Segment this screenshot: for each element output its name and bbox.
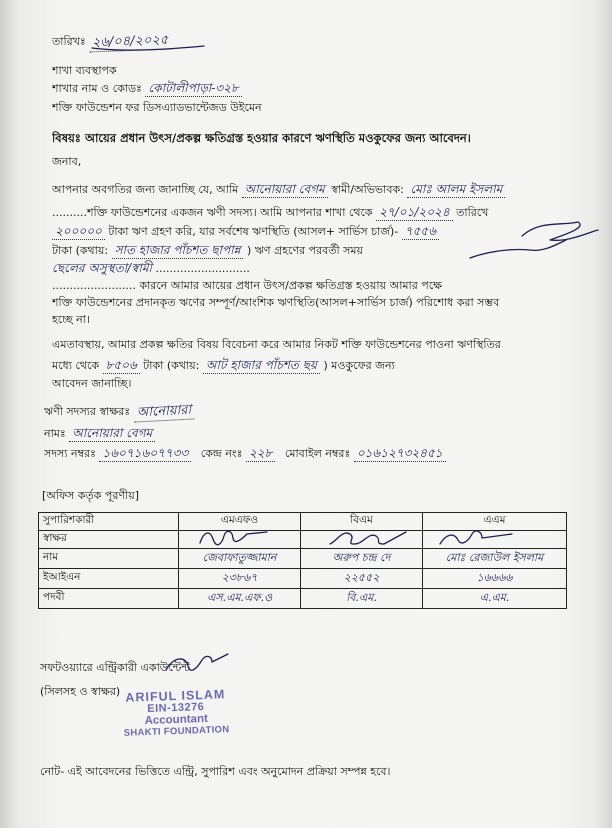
para1-line2 [52,204,604,224]
para1-text: টাকা ঋণ গ্রহণ করি, যার সর্বশেষ ঋণস্থিতি (আসল+ সার্ভিস চার্জ)- [108,225,399,238]
table-header: এমএফও [179,513,301,531]
table-cell: জেবাফাতুজ্জামান [202,551,277,564]
para1-text: টাকা (কথায়: [52,244,109,257]
organization-name: শক্তি ফাউন্ডেশন ফর ডিসএ্যাডভান্টেজড উইমেন [52,101,262,114]
table-cell: ২২৫৫২ [343,571,380,584]
waiver-amount: ৮৫০৬ [103,357,140,374]
date-label: তারিখঃ [52,35,86,48]
para1-line8 [52,312,604,332]
para2-text: আবেদন জানাচ্ছি। [52,377,132,390]
stamp-org: SHAKTI FOUNDATION [123,724,230,739]
stamp-role: Accountant [144,712,209,728]
member-name: আনোয়ারা বেগম [69,425,155,442]
row-label: নাম [39,549,179,569]
table-row [39,549,567,569]
table-cell: অরুপ চন্দ্র দে [332,551,391,564]
office-section-label-line [42,488,604,508]
member-number-label: সদস্য নম্বরঃ [44,447,96,460]
para1-line5 [52,260,604,280]
table-row [39,589,567,609]
para1-text: আপনার অবগতির জন্য জানাচ্ছি যে, আমি [52,183,239,196]
para1-text: ) ঋণ গ্রহণের পরবর্তী সময় [246,244,364,257]
para1-text: তারিখে [456,206,489,219]
guardian-label: স্বামী/অভিভাবক: [331,183,404,196]
table-cell: মোঃ রেজাউল ইসলাম [445,551,544,564]
para2-text: ) মওকুফের জন্য [323,359,395,372]
table-header: এএম [423,513,567,531]
mobile-number: ০১৬১২৭৩২৪৫১ [354,445,446,462]
member-id-line [44,445,604,465]
blank-dots: ........................ [52,279,136,292]
center-number: ২২৮ [246,445,275,462]
guardian-name: মোঃ আলম ইসলাম [407,181,505,198]
table-header-row [39,513,567,531]
row-label: পদবী [39,589,179,609]
mobile-label: মোবাইল নম্বরঃ [284,447,351,460]
member-signature-line [44,404,604,424]
para1-line3 [52,223,604,243]
date-line [52,34,604,54]
accountant-title-line [40,660,604,680]
row-label: স্বাক্ষর [39,531,179,549]
table-row [39,531,567,549]
addressee: শাখা ব্যবস্থাপক [52,64,117,77]
damage-reason: ছেলের অসুস্থতা/স্বামী [52,261,152,275]
footnote: নোট- এই আবেদনের ভিত্তিতে এন্ট্রি, সুপারিশ এবং অনুমোদন প্রক্রিয়া সম্পন্ন হবে। [40,765,391,778]
para2-text: এমতাবস্থায়, আমার প্রকল্প ক্ষতির বিষয় বিবেচনা করে আমার নিকট শক্তি ফাউন্ডেশনের পাওনা ঋণস্থিতির [52,338,501,351]
table-cell: ২৩৮৬৭ [221,571,258,584]
branch-label: শাখার নাম ও কোডঃ [52,82,142,95]
note-line [40,764,604,784]
loan-date: ২৭/০১/২০২৪ [376,204,452,221]
table-row [39,569,567,589]
member-name-label: নামঃ [44,427,66,440]
recommendation-table [38,512,567,609]
stamp-name: ARIFUL ISLAM [125,687,226,705]
loan-balance: ৭৫৫৬ [402,223,439,240]
seal-note: (সিলসহ ও স্বাক্ষর) [40,685,121,698]
center-label: কেন্দ্র নংঃ [200,447,243,460]
office-section-label: [অফিস কর্তৃক পূরণীয়] [42,489,139,502]
signature-cell [301,531,423,549]
table-cell: এস.এম.এফ.ও [206,591,273,604]
table-cell: বি.এম. [346,591,377,604]
signature-cell [423,531,567,549]
salutation: জনাব, [52,155,82,168]
para1-text: ..........শক্তি ফাউন্ডেশনের একজন ঋণী সদস্য। আমি আপনার শাখা থেকে [52,206,373,219]
loan-amount: ২০০০০০ [52,223,105,240]
para2-text: মধ্যে থেকে [52,359,100,372]
member-signature: আনোয়ারা [133,402,194,422]
signature-cell [179,531,301,549]
row-label: ইআইএন [39,569,179,589]
date-value: ২৬/০৪/২০২৫ [89,33,172,53]
member-signature-label: ঋণী সদস্যর স্বাক্ষরঃ [44,405,131,418]
table-cell: এ.এম. [479,591,510,604]
table-header: বিএম [301,513,423,531]
branch-line [52,80,604,100]
para1-text: কারনে আমার আয়ের প্রধান উৎস/প্রকল্প ক্ষতিগ্রস্ত হওয়ায় আমার পক্ষে [139,279,443,292]
table-header: সুপারিশকারী [39,513,179,531]
member-name-line [44,425,604,445]
salutation-line [52,154,604,174]
applicant-name: আনোয়ারা বেগম [242,181,328,198]
table-cell: ১৬৬৬৬ [476,571,513,584]
para1-line4 [52,242,604,262]
subject: বিষয়ঃ আয়ের প্রধান উৎস/প্রকল্প ক্ষতিগ্রস্ত হওয়ার কারণে ঋণস্থিতি মওকুফের জন্য আবেদন। [52,131,471,145]
para2-line3 [52,376,604,396]
subject-line [52,130,604,150]
para1-text: শক্তি ফাউন্ডেশনের প্রদানকৃত ঋণের সম্পূর্ণ/আংশিক ঋণস্থিতি(আসল+সার্ভিস চার্জ) পরিশোধ করা সম্ভব [52,296,500,309]
blank-dots: ........................... [155,262,250,275]
para1-text: হচ্ছে না। [52,313,90,326]
member-number: ১৬০৭১৬০৭৭৩৩ [99,445,191,462]
para2-text: টাকা (কথায়: [143,359,200,372]
para1-line1 [52,181,604,201]
waiver-in-words: আট হাজার পাঁচশত ছয় [203,357,320,374]
accountant-stamp [105,688,247,741]
organization-line [52,100,604,120]
balance-in-words: সাত হাজার পাঁচশত ছাপান্ন [112,242,244,259]
accountant-title: সফটওয়্যারে এন্ট্রিকারী একাউন্টেন্ট [40,661,191,674]
branch-value: কোটালীপাড়া-৩২৮ [145,80,241,97]
para2-line1 [52,337,604,357]
para2-line2 [52,357,604,377]
stamp-ein: EIN-13276 [147,701,205,715]
